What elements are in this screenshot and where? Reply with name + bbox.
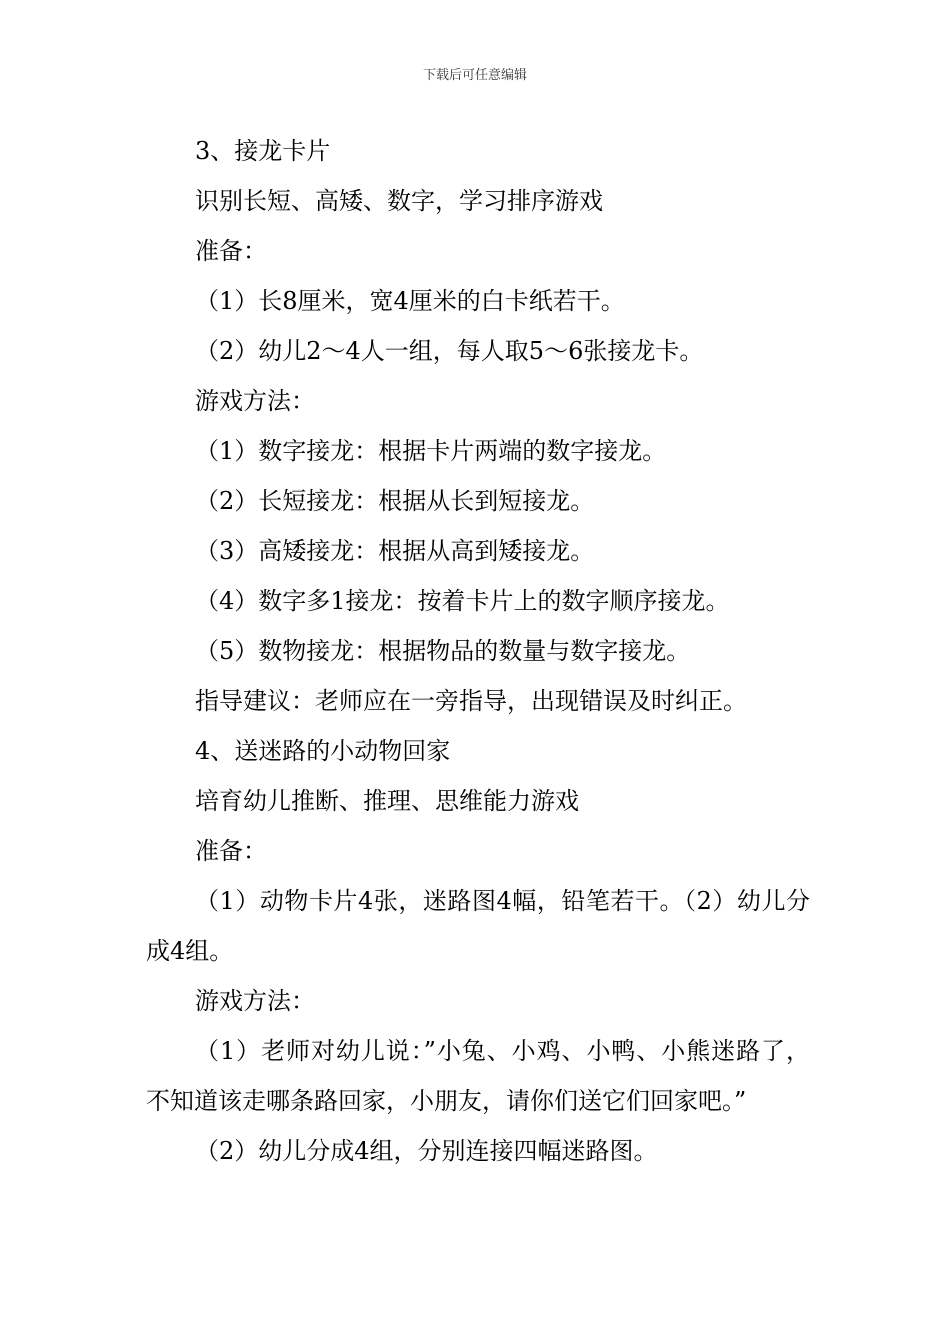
method-item: （2）幼儿分成4组，分别连接四幅迷路图。	[195, 1137, 658, 1165]
section-subtitle: 培育幼儿推断、推理、思维能力游戏	[195, 787, 579, 815]
method-label: 游戏方法：	[195, 387, 315, 415]
document-body	[146, 126, 810, 1176]
preparation-label: 准备：	[195, 837, 267, 865]
method-item: （5）数物接龙：根据物品的数量与数字接龙。	[195, 637, 691, 665]
preparation-label: 准备：	[195, 237, 267, 265]
method-label: 游戏方法：	[195, 987, 315, 1015]
section-heading: 4、送迷路的小动物回家	[195, 737, 451, 765]
preparation-item: （2）幼儿2～4人一组，每人取5～6张接龙卡。	[195, 337, 704, 365]
section-subtitle: 识别长短、高矮、数字，学习排序游戏	[195, 187, 603, 215]
section-heading: 3、接龙卡片	[195, 137, 331, 165]
preparation-item: （1）长8厘米，宽4厘米的白卡纸若干。	[195, 287, 625, 315]
method-item: （3）高矮接龙：根据从高到矮接龙。	[195, 537, 595, 565]
guidance-paragraph: 指导建议：老师应在一旁指导，出现错误及时纠正。	[195, 687, 747, 715]
page-header: 下载后可任意编辑	[422, 68, 527, 83]
method-item: （1）数字接龙：根据卡片两端的数字接龙。	[195, 437, 667, 465]
preparation-paragraph: （1）动物卡片4张，迷路图4幅，铅笔若干。（2）幼儿分成4组。	[146, 887, 810, 965]
method-item: （4）数字多1接龙：按着卡片上的数字顺序接龙。	[195, 587, 730, 615]
method-item: （2）长短接龙：根据从长到短接龙。	[195, 487, 595, 515]
method-paragraph: （1）老师对幼儿说：”小兔、小鸡、小鸭、小熊迷路了，不知道该走哪条路回家，小朋友，请你们送它们回家吧。”	[146, 1037, 810, 1115]
